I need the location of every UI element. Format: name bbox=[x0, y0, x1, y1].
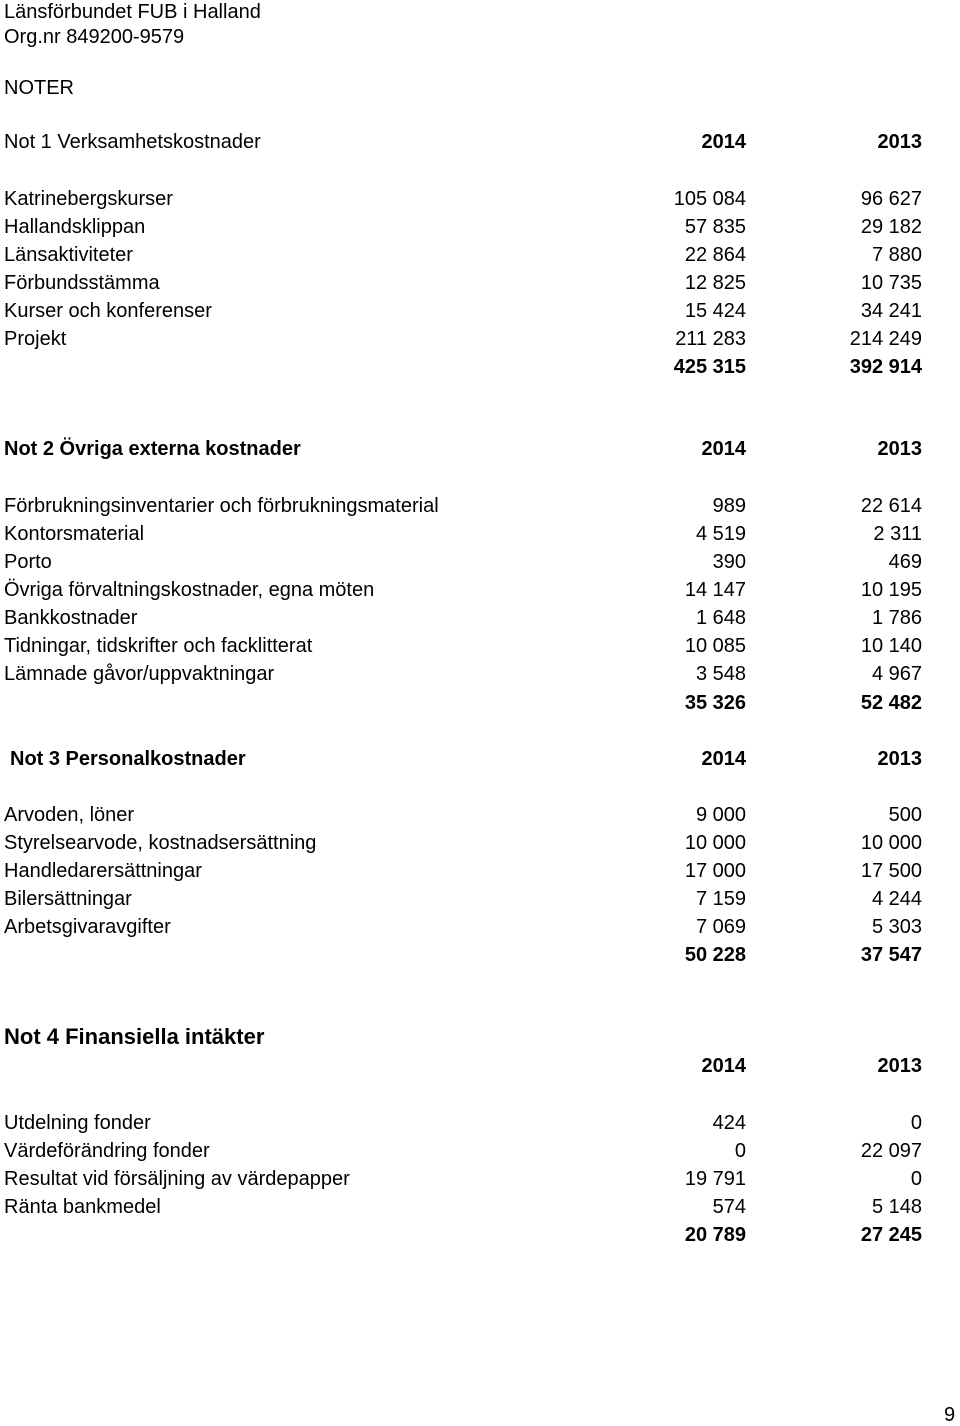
row-value-2013: 34 241 bbox=[860, 300, 922, 322]
row-value-2013: 7 880 bbox=[871, 244, 922, 266]
row-value-2013: 10 000 bbox=[860, 832, 922, 854]
row-value-2014: 22 864 bbox=[684, 244, 746, 266]
row-value-2013: 4 967 bbox=[871, 663, 922, 685]
row-label: Kontorsmaterial bbox=[4, 523, 145, 545]
note-title: Not 1 Verksamhetskostnader bbox=[4, 131, 261, 153]
row-value-2014: 1 648 bbox=[695, 607, 746, 629]
org-number: Org.nr 849200-9579 bbox=[4, 26, 185, 48]
row-value-2014: 989 bbox=[712, 495, 746, 517]
row-value-2014: 0 bbox=[734, 1140, 746, 1162]
row-value-2013: 22 097 bbox=[860, 1140, 922, 1162]
table-row bbox=[4, 1193, 922, 1221]
row-label: Katrinebergskurser bbox=[4, 188, 173, 210]
table-row bbox=[4, 913, 922, 941]
row-value-2014: 10 000 bbox=[684, 832, 746, 854]
row-value-2014: 57 835 bbox=[684, 216, 746, 238]
row-label: Övriga förvaltningskostnader, egna möten bbox=[4, 579, 375, 601]
table-row bbox=[4, 660, 922, 688]
note-title: Not 4 Finansiella intäkter bbox=[4, 1024, 265, 1049]
total-2014: 20 789 bbox=[684, 1224, 746, 1246]
row-label: Projekt bbox=[4, 328, 67, 350]
total-2013: 37 547 bbox=[860, 944, 922, 966]
row-value-2014: 105 084 bbox=[673, 188, 746, 210]
note-title: Not 3 Personalkostnader bbox=[10, 748, 246, 770]
row-value-2013: 10 140 bbox=[860, 635, 922, 657]
row-label: Arbetsgivaravgifter bbox=[4, 916, 171, 938]
year-previous: 2013 bbox=[877, 1055, 922, 1077]
row-value-2013: 500 bbox=[888, 804, 922, 826]
year-header bbox=[4, 1052, 922, 1080]
row-value-2013: 10 735 bbox=[860, 272, 922, 294]
row-value-2013: 29 182 bbox=[860, 216, 922, 238]
table-row bbox=[4, 576, 922, 604]
row-value-2013: 0 bbox=[910, 1112, 922, 1134]
page-number: 9 bbox=[944, 1404, 956, 1426]
table-row bbox=[4, 213, 922, 241]
total-2014: 425 315 bbox=[673, 356, 746, 378]
table-row bbox=[4, 829, 922, 857]
row-value-2014: 14 147 bbox=[684, 579, 746, 601]
row-label: Bilersättningar bbox=[4, 888, 132, 910]
row-label: Handledarersättningar bbox=[4, 860, 202, 882]
table-row bbox=[4, 297, 922, 325]
row-label: Ränta bankmedel bbox=[4, 1196, 161, 1218]
year-current: 2014 bbox=[701, 131, 746, 153]
row-label: Porto bbox=[4, 551, 52, 573]
total-2013: 27 245 bbox=[860, 1224, 922, 1246]
total-row bbox=[4, 353, 922, 381]
row-label: Förbundsstämma bbox=[4, 272, 160, 294]
note-title: Not 2 Övriga externa kostnader bbox=[4, 438, 301, 460]
row-value-2014: 12 825 bbox=[684, 272, 746, 294]
table-row bbox=[4, 325, 922, 353]
org-name: Länsförbundet FUB i Halland bbox=[4, 1, 261, 23]
row-label: Värdeförändring fonder bbox=[4, 1140, 210, 1162]
total-2014: 50 228 bbox=[684, 944, 746, 966]
year-previous: 2013 bbox=[877, 438, 922, 460]
total-2013: 392 914 bbox=[849, 356, 922, 378]
row-label: Lämnade gåvor/uppvaktningar bbox=[4, 663, 275, 685]
row-label: Hallandsklippan bbox=[4, 216, 146, 238]
row-value-2013: 22 614 bbox=[860, 495, 922, 517]
row-value-2014: 10 085 bbox=[684, 635, 746, 657]
row-value-2013: 17 500 bbox=[860, 860, 922, 882]
row-label: Arvoden, löner bbox=[4, 804, 135, 826]
table-row bbox=[4, 241, 922, 269]
table-row bbox=[4, 1109, 922, 1137]
year-current: 2014 bbox=[701, 438, 746, 460]
row-value-2013: 214 249 bbox=[849, 328, 922, 350]
row-label: Förbrukningsinventarier och förbrukningsmaterial bbox=[4, 495, 439, 517]
row-label: Tidningar, tidskrifter och facklitterat bbox=[4, 635, 313, 657]
table-row bbox=[4, 801, 922, 829]
total-2014: 35 326 bbox=[684, 692, 746, 714]
row-value-2014: 3 548 bbox=[695, 663, 746, 685]
row-label: Kurser och konferenser bbox=[4, 300, 212, 322]
row-label: Bankkostnader bbox=[4, 607, 138, 629]
row-value-2013: 2 311 bbox=[873, 523, 922, 545]
row-value-2013: 0 bbox=[910, 1168, 922, 1190]
row-value-2013: 5 303 bbox=[871, 916, 922, 938]
row-value-2014: 7 069 bbox=[695, 916, 746, 938]
row-value-2014: 15 424 bbox=[684, 300, 746, 322]
row-value-2013: 96 627 bbox=[860, 188, 922, 210]
row-value-2014: 17 000 bbox=[684, 860, 746, 882]
row-value-2013: 5 148 bbox=[871, 1196, 922, 1218]
note-header bbox=[4, 435, 922, 463]
row-value-2014: 390 bbox=[712, 551, 746, 573]
row-label: Utdelning fonder bbox=[4, 1112, 151, 1134]
year-previous: 2013 bbox=[877, 131, 922, 153]
row-value-2013: 469 bbox=[888, 551, 922, 573]
row-value-2013: 10 195 bbox=[860, 579, 922, 601]
row-value-2014: 424 bbox=[712, 1112, 746, 1134]
row-value-2014: 574 bbox=[712, 1196, 746, 1218]
table-row bbox=[4, 1165, 922, 1193]
row-value-2014: 19 791 bbox=[684, 1168, 746, 1190]
total-row bbox=[4, 1221, 922, 1249]
row-value-2014: 7 159 bbox=[695, 888, 746, 910]
note-header bbox=[4, 128, 922, 156]
table-row bbox=[4, 185, 922, 213]
year-previous: 2013 bbox=[877, 748, 922, 770]
note-header bbox=[4, 745, 922, 773]
row-value-2014: 9 000 bbox=[695, 804, 746, 826]
row-value-2013: 1 786 bbox=[871, 607, 922, 629]
table-row bbox=[4, 520, 922, 548]
table-row bbox=[4, 885, 922, 913]
table-row bbox=[4, 548, 922, 576]
total-row bbox=[4, 689, 922, 717]
total-2013: 52 482 bbox=[860, 692, 922, 714]
section-title: NOTER bbox=[4, 77, 74, 99]
row-value-2014: 211 283 bbox=[675, 328, 746, 350]
row-label: Länsaktiviteter bbox=[4, 244, 133, 266]
row-label: Resultat vid försäljning av värdepapper bbox=[4, 1168, 350, 1190]
note-header bbox=[4, 1023, 922, 1051]
table-row bbox=[4, 604, 922, 632]
total-row bbox=[4, 941, 922, 969]
year-current: 2014 bbox=[701, 748, 746, 770]
row-value-2014: 4 519 bbox=[695, 523, 746, 545]
table-row bbox=[4, 492, 922, 520]
table-row bbox=[4, 269, 922, 297]
row-value-2013: 4 244 bbox=[871, 888, 922, 910]
row-label: Styrelsearvode, kostnadsersättning bbox=[4, 832, 317, 854]
table-row bbox=[4, 632, 922, 660]
table-row bbox=[4, 1137, 922, 1165]
year-current: 2014 bbox=[701, 1055, 746, 1077]
table-row bbox=[4, 857, 922, 885]
